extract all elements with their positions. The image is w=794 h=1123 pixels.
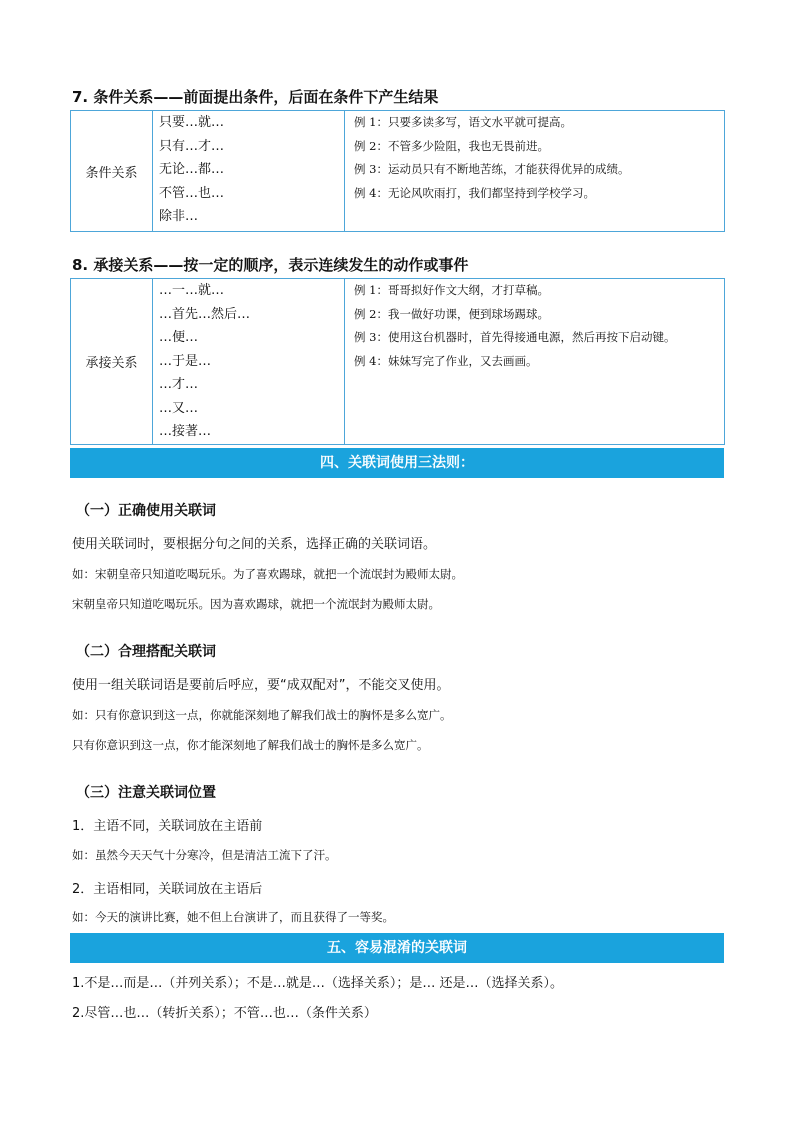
example-item: 例 2：不管多少险阻，我也无畏前进。 xyxy=(354,138,549,153)
example-item: 例 3：使用这台机器时，首先得接通电源，然后再按下启动键。 xyxy=(354,330,676,344)
conjunction-item: …于是… xyxy=(159,353,212,369)
rule3-example1: 如：虽然今天天气十分寒冷，但是清洁工流下了汗。 xyxy=(72,848,337,862)
rule1-example-correct: 宋朝皇帝只知道吃喝玩乐。因为喜欢踢球，就把一个流氓封为殿师太尉。 xyxy=(72,597,440,611)
rule1-example-wrong: 如：宋朝皇帝只知道吃喝玩乐。为了喜欢踢球，就把一个流氓封为殿师太尉。 xyxy=(72,567,463,581)
conjunction-item: …便… xyxy=(159,330,199,345)
rule3-example2: 如：今天的演讲比赛，她不但上台演讲了，而且获得了一等奖。 xyxy=(72,910,394,924)
section7-examples xyxy=(345,111,725,232)
example-item: 例 1：哥哥拟好作文大纲，才打草稿。 xyxy=(354,283,549,297)
rule2-heading: （二）合理搭配关联词 xyxy=(76,644,216,660)
section-banner-rules: 四、关联词使用三法则： xyxy=(70,448,724,478)
confusing-item: 2.尽管…也…（转折关系）；不管…也…（条件关系） xyxy=(72,1006,377,1021)
rule2-text: 使用一组关联词语是要前后呼应，要“成双配对”，不能交叉使用。 xyxy=(72,678,450,693)
conjunction-item: 只要…就… xyxy=(159,115,225,130)
section8-category: 承接关系 xyxy=(71,279,153,445)
rule3-item2: 2．主语相同，关联词放在主语后 xyxy=(72,882,263,897)
conjunction-item: …又… xyxy=(159,400,199,416)
section7-title: 7. 条件关系——前面提出条件，后面在条件下产生结果 xyxy=(72,88,439,106)
section7-table xyxy=(70,110,725,232)
section8-conjunctions xyxy=(153,279,345,445)
rule2-example-correct: 只有你意识到这一点，你才能深刻地了解我们战士的胸怀是多么宽广。 xyxy=(72,738,429,752)
conjunction-item: 不管…也… xyxy=(159,185,225,201)
conjunction-item: 无论…都… xyxy=(159,162,225,177)
example-item: 例 4：无论风吹雨打，我们都坚持到学校学习。 xyxy=(354,185,595,200)
example-item: 例 2：我一做好功课，便到球场踢球。 xyxy=(354,306,549,321)
section8-examples xyxy=(345,279,725,445)
example-item: 例 3：运动员只有不断地苦练，才能获得优异的成绩。 xyxy=(354,162,630,176)
conjunction-item: …才… xyxy=(159,377,199,392)
conjunction-item: 除非… xyxy=(159,209,199,224)
conjunction-item: …接著… xyxy=(159,424,212,439)
rule3-heading: （三）注意关联词位置 xyxy=(76,785,216,801)
conjunction-item: 只有…才… xyxy=(159,138,225,154)
rule3-item1: 1．主语不同，关联词放在主语前 xyxy=(72,819,263,834)
rule1-heading: （一）正确使用关联词 xyxy=(76,503,216,519)
conjunction-item: …一…就… xyxy=(159,283,225,298)
confusing-item: 1.不是…而是…（并列关系）；不是…就是…（选择关系）；是… 还是…（选择关系）。 xyxy=(72,976,564,991)
rule2-example-wrong: 如：只有你意识到这一点，你就能深刻地了解我们战士的胸怀是多么宽广。 xyxy=(72,708,452,722)
section8-title: 8. 承接关系——按一定的顺序，表示连续发生的动作或事件 xyxy=(72,256,469,274)
example-item: 例 4：妹妹写完了作业，又去画画。 xyxy=(354,353,538,368)
section7-category: 条件关系 xyxy=(71,111,153,232)
example-item: 例 1：只要多读多写，语文水平就可提高。 xyxy=(354,115,572,129)
section7-conjunctions xyxy=(153,111,345,232)
rule1-text: 使用关联词时，要根据分句之间的关系，选择正确的关联词语。 xyxy=(72,537,437,552)
section-banner-confusing: 五、容易混淆的关联词 xyxy=(70,933,724,963)
section8-table xyxy=(70,278,725,445)
conjunction-item: …首先…然后… xyxy=(159,306,251,322)
